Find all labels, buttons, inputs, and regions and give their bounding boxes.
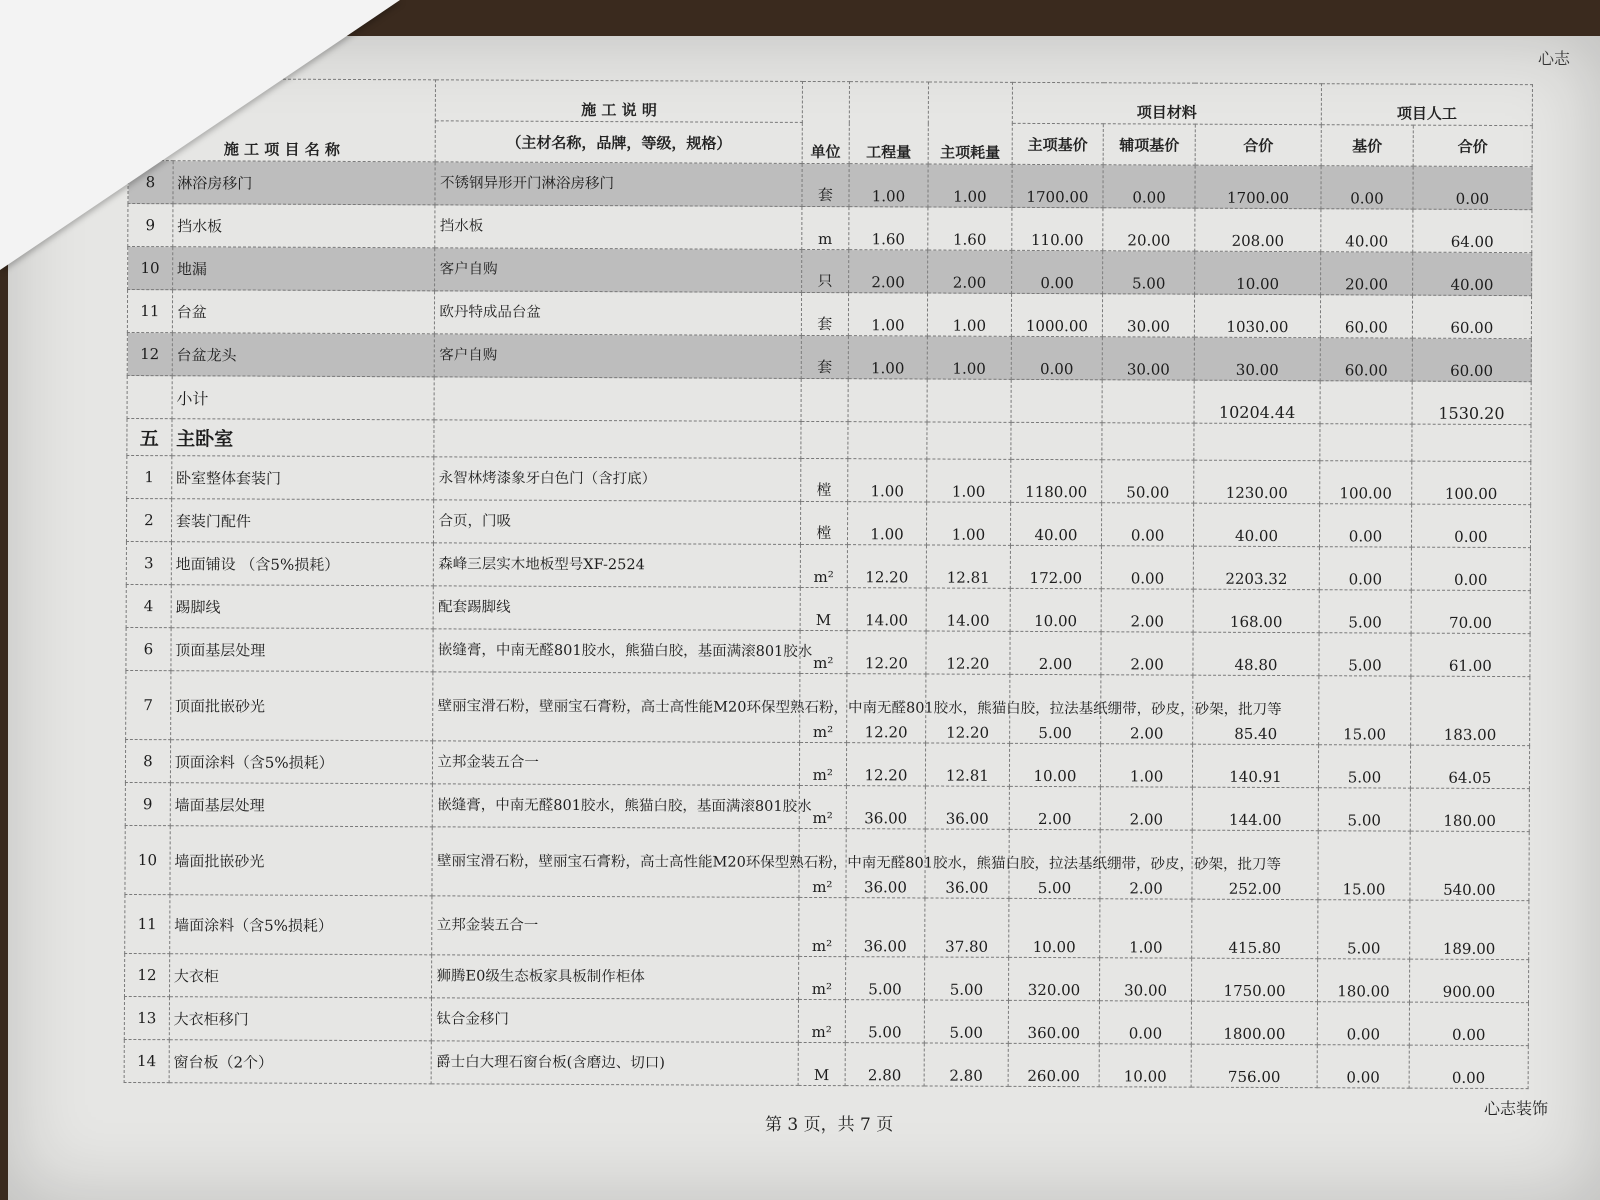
item-name: 台盆龙头 xyxy=(172,333,435,377)
item-quantity: 12.20 xyxy=(847,631,927,674)
section-blank xyxy=(434,420,801,459)
section-blank xyxy=(1194,423,1320,461)
table-row xyxy=(126,498,1530,547)
item-main-price: 2.00 xyxy=(1010,631,1102,674)
section-blank xyxy=(1102,423,1194,460)
item-unit: 套 xyxy=(802,163,849,206)
section-blank xyxy=(801,421,848,458)
item-labor-price: 0.00 xyxy=(1321,166,1413,209)
item-unit: 只 xyxy=(802,249,849,292)
item-labor-price: 0.00 xyxy=(1317,1045,1409,1088)
item-labor-price: 0.00 xyxy=(1319,547,1411,590)
item-quantity: 5.00 xyxy=(845,1000,925,1043)
subtotal-blank xyxy=(927,379,1011,422)
subtotal-blank xyxy=(801,378,848,421)
table-row xyxy=(125,782,1529,831)
subtotal-material-total: 10204.44 xyxy=(1194,380,1320,424)
item-number: 4 xyxy=(126,584,171,627)
item-main-price: 5.00 xyxy=(1009,829,1101,898)
col-header-unit: 单位 xyxy=(802,81,849,163)
item-consumption: 14.00 xyxy=(926,588,1010,631)
item-labor-price: 0.00 xyxy=(1317,1002,1409,1045)
col-header-qty: 工程量 xyxy=(849,82,929,164)
item-consumption: 1.60 xyxy=(928,207,1012,250)
item-consumption: 1.00 xyxy=(928,293,1012,336)
item-name: 挡水板 xyxy=(173,204,436,248)
item-consumption: 2.80 xyxy=(924,1043,1008,1086)
item-main-price: 260.00 xyxy=(1008,1043,1100,1086)
item-name: 套装门配件 xyxy=(171,499,434,543)
item-labor-price: 5.00 xyxy=(1319,745,1411,788)
item-aux-price: 0.00 xyxy=(1102,503,1194,546)
item-consumption: 36.00 xyxy=(925,829,1009,898)
item-quantity: 12.20 xyxy=(846,674,926,743)
subtotal-blank xyxy=(848,379,928,422)
item-labor-price: 20.00 xyxy=(1321,252,1413,295)
item-number: 10 xyxy=(128,247,173,290)
col-header-desc-sub: （主材名称，品牌，等级，规格） xyxy=(436,121,803,164)
col-header-labor-price: 基价 xyxy=(1321,125,1413,166)
item-labor-total: 900.00 xyxy=(1409,959,1528,1003)
item-material-total: 30.00 xyxy=(1194,337,1320,381)
item-description: 嵌缝膏，中南无醛801胶水，熊猫白胶，基面满滚801胶水 xyxy=(433,629,800,674)
item-labor-total: 64.05 xyxy=(1410,745,1529,789)
item-description: 立邦金装五合一 xyxy=(433,741,800,786)
table-row xyxy=(127,290,1531,339)
item-description: 合页，门吸 xyxy=(434,500,801,545)
item-quantity: 12.20 xyxy=(847,545,927,588)
col-header-main-price: 主项基价 xyxy=(1012,123,1104,164)
subtotal-blank xyxy=(1102,380,1194,423)
item-name: 顶面涂料（含5%损耗） xyxy=(170,740,433,784)
item-labor-price: 5.00 xyxy=(1319,633,1411,676)
item-unit: m² xyxy=(798,999,845,1042)
item-quantity: 36.00 xyxy=(846,829,926,898)
item-material-total: 2203.32 xyxy=(1193,546,1319,590)
item-description: 挡水板 xyxy=(435,205,802,250)
item-quantity: 2.00 xyxy=(848,250,928,293)
item-main-price: 10.00 xyxy=(1008,898,1100,957)
item-description: 狮腾E0级生态板家具板制作柜体 xyxy=(432,955,799,1000)
item-main-price: 172.00 xyxy=(1010,545,1102,588)
item-quantity: 1.00 xyxy=(848,336,928,379)
table-row xyxy=(126,670,1530,745)
item-description: 钛合金移门 xyxy=(432,998,799,1043)
item-aux-price: 1.00 xyxy=(1100,899,1192,958)
item-consumption: 5.00 xyxy=(925,957,1009,1000)
item-number: 8 xyxy=(128,161,173,204)
item-unit: m² xyxy=(799,828,846,897)
item-material-total: 40.00 xyxy=(1193,503,1319,547)
table-row xyxy=(126,541,1530,590)
item-unit: m² xyxy=(800,544,847,587)
item-aux-price: 2.00 xyxy=(1101,675,1193,744)
item-name: 墙面批嵌砂光 xyxy=(170,826,433,896)
item-quantity: 14.00 xyxy=(847,588,927,631)
item-main-price: 360.00 xyxy=(1008,1000,1100,1043)
item-labor-total: 70.00 xyxy=(1411,590,1530,634)
item-name: 顶面基层处理 xyxy=(171,628,434,672)
item-labor-price: 60.00 xyxy=(1320,338,1412,381)
item-name: 墙面基层处理 xyxy=(170,783,433,827)
item-number: 13 xyxy=(124,996,169,1039)
item-labor-total: 40.00 xyxy=(1412,252,1531,296)
item-name: 淋浴房移门 xyxy=(173,161,436,205)
footer-brand: 心志装饰 xyxy=(1483,1099,1548,1118)
item-labor-price: 0.00 xyxy=(1320,504,1412,547)
item-labor-price: 5.00 xyxy=(1318,788,1410,831)
table-row xyxy=(125,825,1529,900)
item-consumption: 1.00 xyxy=(927,502,1011,545)
item-consumption: 1.00 xyxy=(928,164,1012,207)
subtotal-row xyxy=(127,375,1531,424)
item-quantity: 2.80 xyxy=(845,1043,925,1086)
item-number: 6 xyxy=(126,627,171,670)
item-consumption: 36.00 xyxy=(925,786,1009,829)
item-main-price: 40.00 xyxy=(1010,502,1102,545)
item-labor-total: 64.00 xyxy=(1413,209,1532,253)
item-number: 9 xyxy=(128,204,173,247)
item-description: 嵌缝膏，中南无醛801胶水，熊猫白胶，基面满滚801胶水 xyxy=(433,784,800,829)
item-material-total: 85.40 xyxy=(1193,675,1320,745)
item-aux-price: 30.00 xyxy=(1102,337,1194,380)
item-main-price: 1000.00 xyxy=(1011,293,1103,336)
item-consumption: 12.20 xyxy=(926,631,1010,674)
item-description: 客户自购 xyxy=(435,248,802,293)
item-aux-price: 10.00 xyxy=(1099,1044,1191,1087)
section-row xyxy=(127,418,1531,461)
item-labor-total: 0.00 xyxy=(1409,1002,1528,1046)
item-aux-price: 30.00 xyxy=(1100,958,1192,1001)
col-header-consumption: 主项耗量 xyxy=(928,82,1012,164)
item-labor-price: 15.00 xyxy=(1318,831,1410,900)
subtotal-blank xyxy=(1011,379,1103,422)
item-labor-price: 15.00 xyxy=(1319,676,1411,745)
item-unit: m xyxy=(802,206,849,249)
item-unit: m² xyxy=(799,785,846,828)
item-labor-price: 40.00 xyxy=(1321,209,1413,252)
item-description: 不锈钢异形开门淋浴房移门 xyxy=(435,162,802,207)
item-name: 大衣柜 xyxy=(169,954,432,998)
item-labor-price: 100.00 xyxy=(1320,461,1412,504)
table-row xyxy=(124,996,1528,1045)
item-labor-total: 61.00 xyxy=(1411,633,1530,677)
table-row xyxy=(127,332,1531,381)
page-number: 第 3 页，共 7 页 xyxy=(765,1115,894,1135)
item-quantity: 1.00 xyxy=(847,502,927,545)
item-labor-total: 60.00 xyxy=(1412,295,1531,339)
item-consumption: 1.00 xyxy=(927,336,1011,379)
item-labor-total: 0.00 xyxy=(1411,547,1530,591)
col-header-material-group: 项目材料 xyxy=(1012,82,1322,124)
item-main-price: 1180.00 xyxy=(1010,459,1102,502)
item-labor-total: 0.00 xyxy=(1411,504,1530,548)
item-aux-price: 0.00 xyxy=(1103,165,1195,208)
item-quantity: 1.00 xyxy=(847,459,927,502)
subtotal-blank xyxy=(127,375,172,418)
item-description: 立邦金装五合一 xyxy=(432,896,799,957)
section-blank xyxy=(848,422,928,459)
item-quantity: 5.00 xyxy=(845,957,925,1000)
section-blank xyxy=(1011,422,1103,459)
item-aux-price: 2.00 xyxy=(1101,632,1193,675)
item-labor-price: 60.00 xyxy=(1321,295,1413,338)
col-header-labor-group: 项目人工 xyxy=(1321,84,1532,126)
overlapping-paper-corner xyxy=(0,0,400,270)
red-stamp-mark xyxy=(860,28,1080,54)
item-material-total: 252.00 xyxy=(1192,830,1319,900)
item-main-price: 0.00 xyxy=(1011,336,1103,379)
item-name: 台盆 xyxy=(172,290,435,334)
item-main-price: 1700.00 xyxy=(1012,164,1104,207)
item-description: 配套踢脚线 xyxy=(434,586,801,631)
item-main-price: 110.00 xyxy=(1011,207,1103,250)
section-number: 五 xyxy=(127,418,172,455)
item-number: 14 xyxy=(124,1039,169,1082)
item-aux-price: 0.00 xyxy=(1100,1001,1192,1044)
item-material-total: 140.91 xyxy=(1192,744,1318,788)
item-number: 11 xyxy=(127,290,172,333)
item-labor-total: 180.00 xyxy=(1410,788,1529,832)
table-body-bottom xyxy=(124,455,1531,1088)
item-quantity: 1.60 xyxy=(849,207,929,250)
item-main-price: 10.00 xyxy=(1010,588,1102,631)
item-unit: 樘 xyxy=(800,501,847,544)
item-material-total: 144.00 xyxy=(1192,787,1318,831)
item-aux-price: 0.00 xyxy=(1102,546,1194,589)
item-material-total: 168.00 xyxy=(1193,589,1319,633)
item-unit: 套 xyxy=(801,292,848,335)
item-main-price: 5.00 xyxy=(1009,674,1101,743)
item-aux-price: 5.00 xyxy=(1103,251,1195,294)
item-material-total: 1230.00 xyxy=(1194,460,1320,504)
item-labor-total: 0.00 xyxy=(1409,1045,1528,1089)
item-unit: m² xyxy=(799,897,846,956)
item-description: 欧丹特成品台盆 xyxy=(435,291,802,336)
item-name: 卧室整体套装门 xyxy=(171,456,434,500)
item-unit: m² xyxy=(800,630,847,673)
subtotal-labor-total: 1530.20 xyxy=(1412,381,1531,425)
item-unit: m² xyxy=(799,742,846,785)
item-aux-price: 30.00 xyxy=(1103,294,1195,337)
item-material-total: 756.00 xyxy=(1191,1044,1317,1088)
item-labor-price: 5.00 xyxy=(1318,900,1410,959)
item-unit: 樘 xyxy=(801,458,848,501)
item-name: 顶面批嵌砂光 xyxy=(170,671,433,741)
item-description: 客户自购 xyxy=(435,334,802,379)
item-aux-price: 2.00 xyxy=(1101,787,1193,830)
item-aux-price: 2.00 xyxy=(1100,830,1192,899)
col-header-mat-total: 合价 xyxy=(1195,124,1321,166)
item-quantity: 36.00 xyxy=(845,898,925,957)
item-number: 12 xyxy=(124,953,169,996)
item-material-total: 415.80 xyxy=(1192,899,1319,959)
item-unit: M xyxy=(800,587,847,630)
item-name: 大衣柜移门 xyxy=(169,997,432,1041)
item-consumption: 1.00 xyxy=(927,459,1011,502)
item-aux-price: 2.00 xyxy=(1101,589,1193,632)
item-unit: 套 xyxy=(801,335,848,378)
item-name: 踢脚线 xyxy=(171,585,434,629)
item-consumption: 37.80 xyxy=(925,898,1009,957)
col-header-labor-total: 合价 xyxy=(1413,125,1532,167)
section-blank xyxy=(927,422,1011,459)
item-consumption: 2.00 xyxy=(928,250,1012,293)
item-material-total: 1800.00 xyxy=(1191,1001,1317,1045)
subtotal-label: 小计 xyxy=(172,376,435,420)
item-labor-total: 189.00 xyxy=(1409,900,1528,960)
subtotal-blank xyxy=(1320,381,1412,424)
subtotal-body xyxy=(127,375,1531,461)
col-header-name-text: 施 工 项 目 名 称 xyxy=(223,140,341,159)
item-material-total: 48.80 xyxy=(1193,632,1319,676)
item-description: 爵士白大理石窗台板(含磨边、切口) xyxy=(432,1041,799,1086)
item-main-price: 320.00 xyxy=(1008,957,1100,1000)
item-labor-price: 180.00 xyxy=(1318,959,1410,1002)
item-name: 地面铺设 （含5%损耗） xyxy=(171,542,434,586)
item-number: 2 xyxy=(126,498,171,541)
item-number: 8 xyxy=(125,739,170,782)
item-material-total: 208.00 xyxy=(1195,208,1321,252)
item-unit: M xyxy=(798,1042,845,1085)
item-description: 永智林烤漆象牙白色门（含打底） xyxy=(434,457,801,502)
item-number: 10 xyxy=(125,825,170,894)
item-labor-total: 183.00 xyxy=(1410,676,1530,746)
item-main-price: 2.00 xyxy=(1009,786,1101,829)
table-row xyxy=(125,894,1529,959)
item-material-total: 1700.00 xyxy=(1195,165,1321,209)
item-labor-price: 5.00 xyxy=(1319,590,1411,633)
table-row xyxy=(124,1039,1528,1088)
table-row xyxy=(127,455,1531,504)
item-labor-total: 100.00 xyxy=(1411,461,1530,505)
item-description: 壁丽宝滑石粉，壁丽宝石膏粉，高士高性能M20环保型熟石粉，中南无醛801胶水，熊猫白胶，拉法基纸绷带，砂皮，砂架，批刀等 xyxy=(433,672,800,743)
item-unit: m² xyxy=(798,956,845,999)
item-consumption: 12.81 xyxy=(926,743,1010,786)
item-number: 7 xyxy=(126,670,171,739)
item-quantity: 12.20 xyxy=(846,743,926,786)
table-row xyxy=(125,739,1529,788)
item-labor-total: 540.00 xyxy=(1410,831,1530,901)
item-material-total: 1030.00 xyxy=(1194,294,1320,338)
item-quantity: 1.00 xyxy=(849,164,929,207)
section-blank xyxy=(1412,424,1531,462)
item-consumption: 12.20 xyxy=(926,674,1010,743)
section-blank xyxy=(1320,424,1412,461)
item-description: 森峰三层实木地板型号XF-2524 xyxy=(434,543,801,588)
item-number: 12 xyxy=(127,332,172,375)
item-consumption: 5.00 xyxy=(924,1000,1008,1043)
table-row xyxy=(124,953,1528,1002)
item-quantity: 1.00 xyxy=(848,293,928,336)
section-title: 主卧室 xyxy=(172,419,435,457)
item-consumption: 12.81 xyxy=(926,545,1010,588)
item-name: 地漏 xyxy=(172,247,435,291)
item-description: 壁丽宝滑石粉，壁丽宝石膏粉，高士高性能M20环保型熟石粉，中南无醛801胶水，熊猫白胶，拉法基纸绷带，砂皮，砂架，批刀等 xyxy=(432,827,799,898)
item-unit: m² xyxy=(800,673,847,742)
col-header-desc-title: 施 工 说 明 xyxy=(436,80,803,123)
item-main-price: 10.00 xyxy=(1009,743,1101,786)
item-name: 窗台板（2个） xyxy=(169,1040,432,1084)
item-material-total: 1750.00 xyxy=(1191,958,1317,1002)
item-material-total: 10.00 xyxy=(1194,251,1320,295)
col-header-aux-price: 辅项基价 xyxy=(1103,124,1195,165)
item-quantity: 36.00 xyxy=(846,786,926,829)
subtotal-blank xyxy=(434,377,801,422)
item-number: 11 xyxy=(125,894,170,953)
item-labor-total: 60.00 xyxy=(1412,338,1531,382)
table-row xyxy=(126,584,1530,633)
item-number: 3 xyxy=(126,541,171,584)
item-name: 墙面涂料（含5%损耗） xyxy=(169,895,432,955)
item-aux-price: 1.00 xyxy=(1101,744,1193,787)
brand-top-label: 心志 xyxy=(1537,49,1570,68)
table-row xyxy=(126,627,1530,676)
item-number: 9 xyxy=(125,782,170,825)
item-aux-price: 20.00 xyxy=(1103,208,1195,251)
item-labor-total: 0.00 xyxy=(1413,166,1532,210)
item-aux-price: 50.00 xyxy=(1102,460,1194,503)
item-main-price: 0.00 xyxy=(1011,250,1103,293)
item-number: 1 xyxy=(127,455,172,498)
